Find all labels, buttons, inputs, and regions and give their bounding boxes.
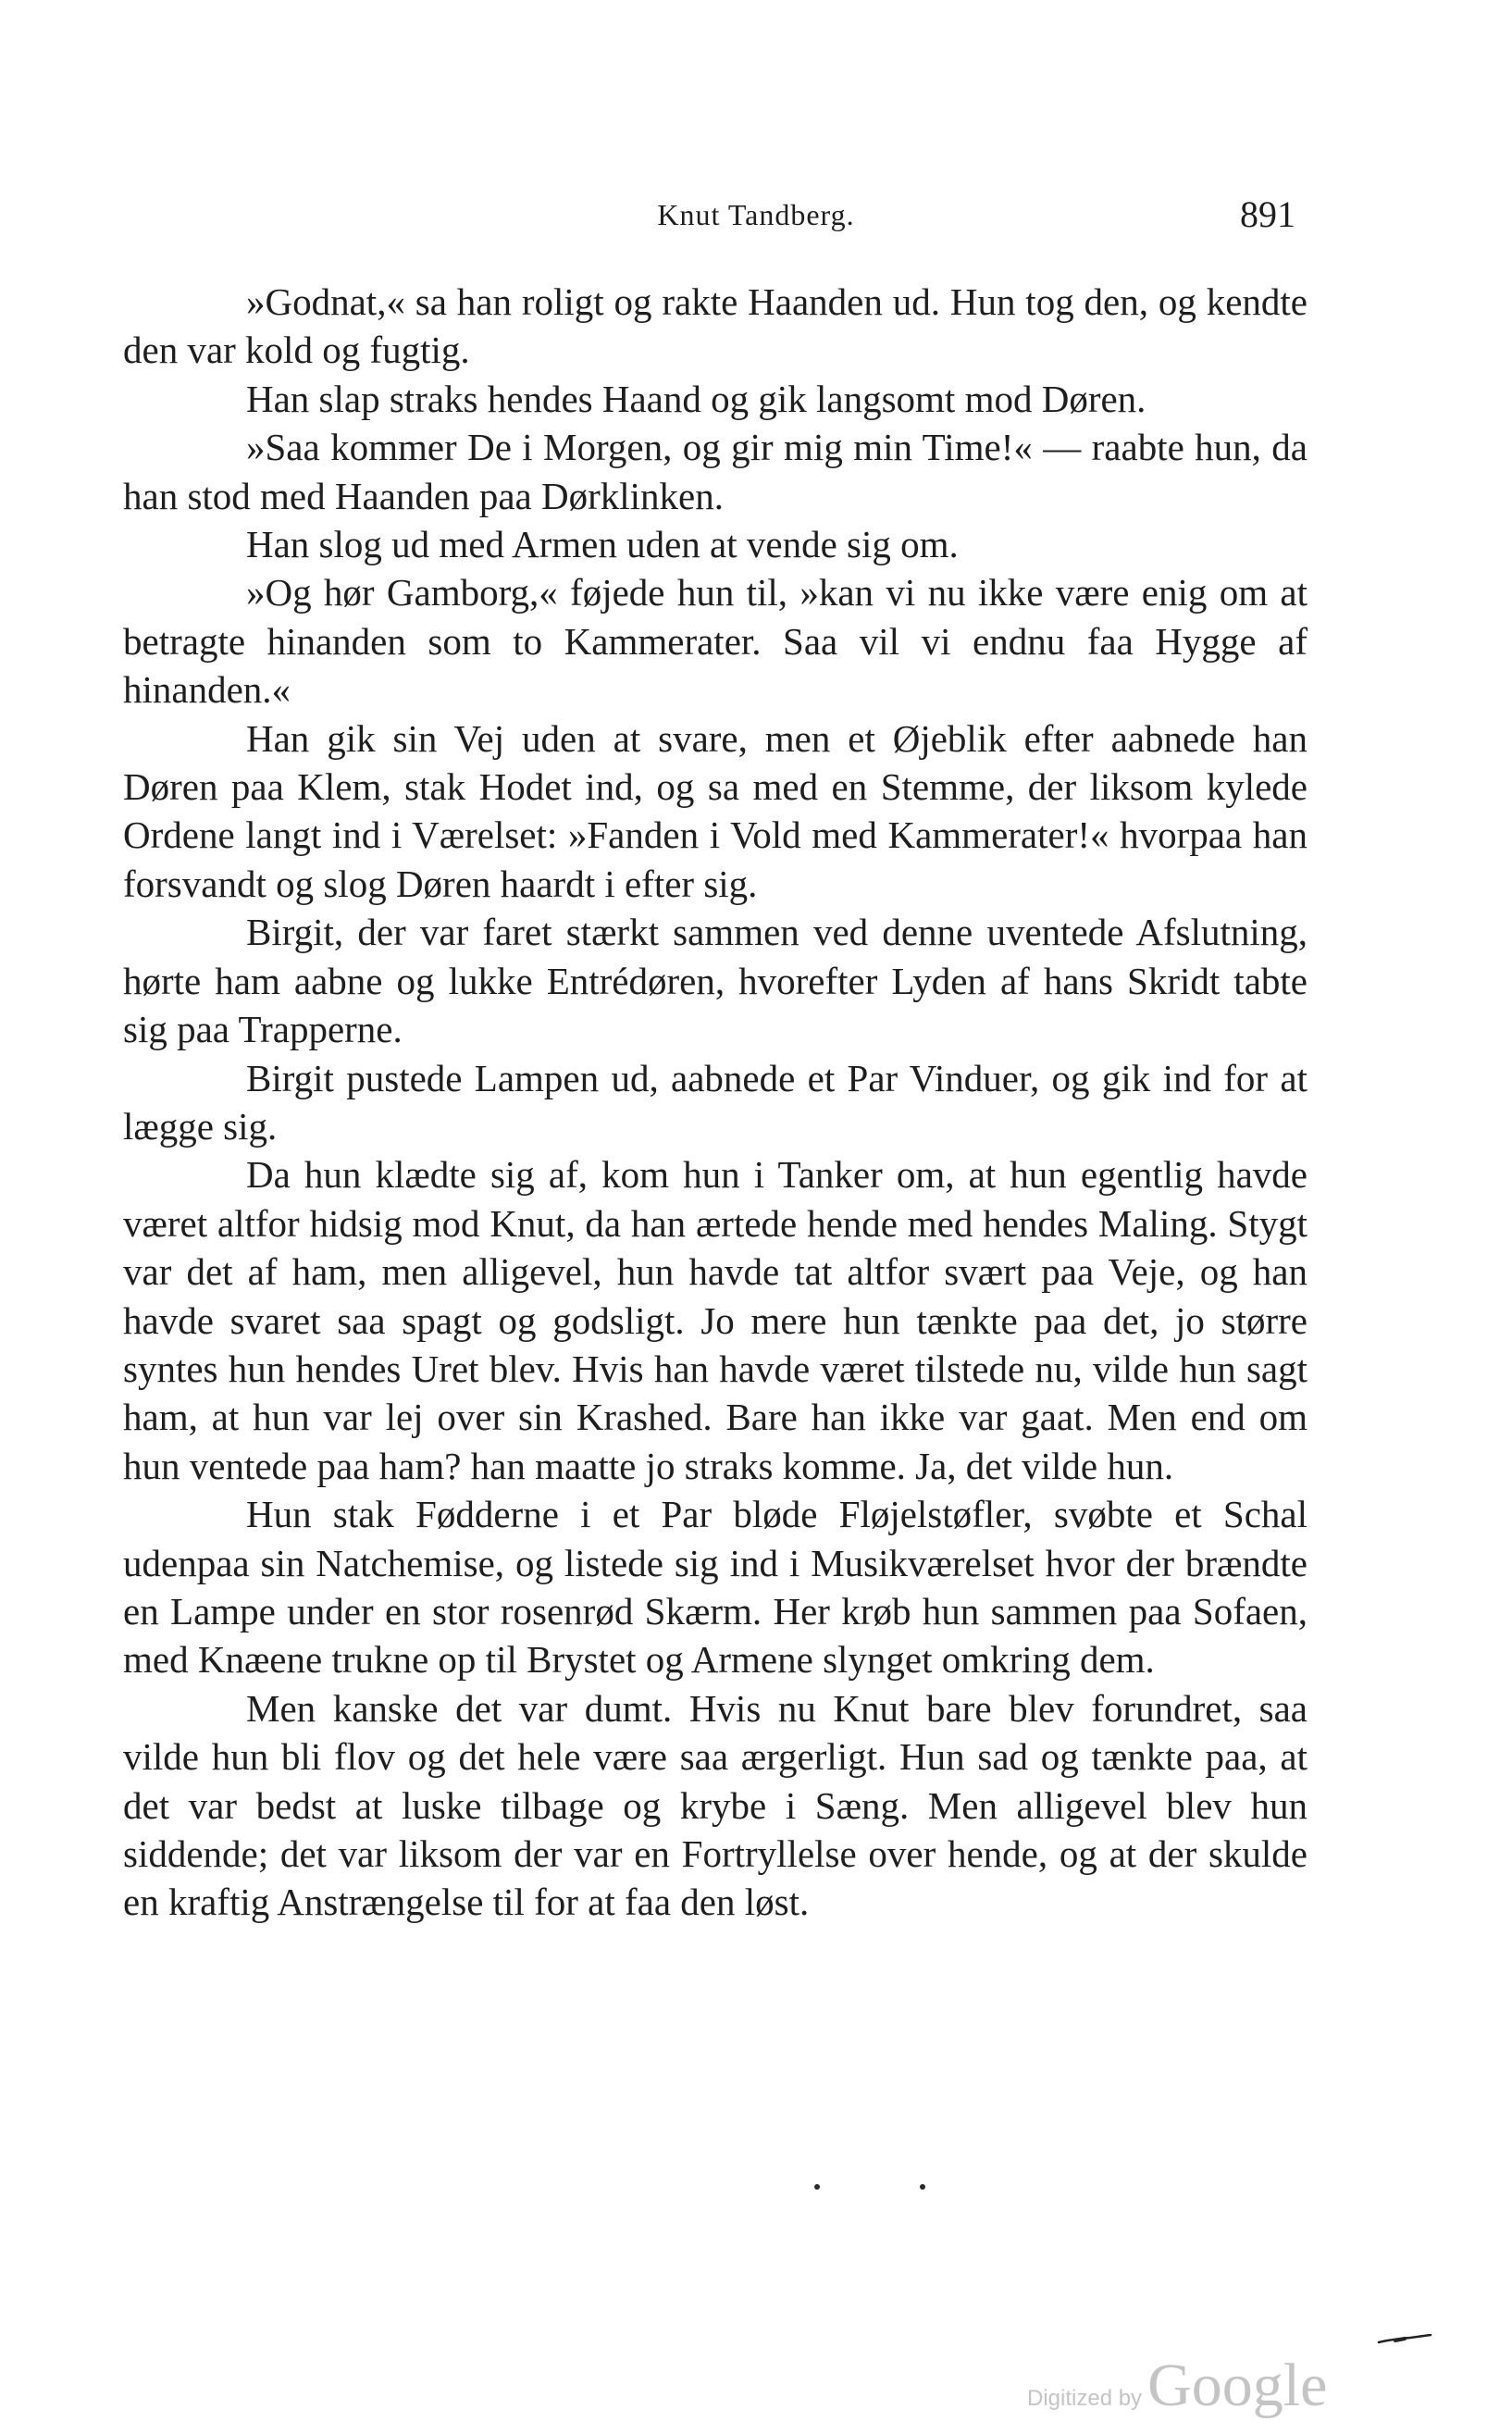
paragraph: Hun stak Fødderne i et Par bløde Fløjelstøfler, svøbte et Schal udenpaa sin Natchemise, og listede sig ind i Musikværelset hvor der brændte en Lampe under en stor rosenrød Skærm. Her krøb hun sammen paa Sofaen, med Knæene trukne op til Brystet og Armene slynget omkring dem. xyxy=(123,1493,1308,1682)
paragraph: Han slog ud med Armen uden at vende sig om. xyxy=(246,523,959,566)
paragraph: Han gik sin Vej uden at svare, men et Øjeblik efter aabnede han Døren paa Klem, stak Hodet ind, og sa med en Stemme, der liksom kylede Ordene langt ind i Værelset: »Fanden i Vold med Kammerater!« hvorpaa han forsvandt og slog Døren haardt i efter sig. xyxy=(123,716,1308,905)
divider-dot xyxy=(920,2184,925,2190)
paragraph: »Saa kommer De i Morgen, og gir mig min Time!« — raabte hun, da han stod med Haanden paa Dørklinken. xyxy=(123,426,1308,517)
paragraph: Birgit pustede Lampen ud, aabnede et Par Vinduer, og gik ind for at lægge sig. xyxy=(123,1056,1308,1148)
watermark-prefix: Digitized by xyxy=(1027,2386,1143,2411)
paragraph: Han slap straks hendes Haand og gik langsomt mod Døren. xyxy=(246,377,1146,420)
divider-dot xyxy=(814,2184,820,2190)
ink-smudge xyxy=(1377,2334,1432,2345)
watermark-brand: Google xyxy=(1147,2352,1328,2419)
section-divider xyxy=(814,2184,925,2191)
paragraph: Birgit, der var faret stærkt sammen ved denne uventede Afslutning, hørte ham aabne og lukke Entrédøren, hvorefter Lyden af hans Skridt tabte sig paa Trapperne. xyxy=(123,911,1308,1051)
paragraph: Da hun klædte sig af, kom hun i Tanker om, at hun egentlig havde været altfor hidsig mod Knut, da han ærtede hende med hendes Maling. Stygt var det af ham, men alligevel, hun havde tat altfor svært paa Veje, og han havde svaret saa spagt og godsligt. Jo mere hun tænkte paa det, jo større syntes hun hendes Uret blev. Hvis han havde været tilstede nu, vilde hun sagt ham, at hun var lej over sin Krashed. Bare han ikke var gaat. Men end om hun ventede paa ham? han maatte jo straks komme. Ja, det vilde hun. xyxy=(123,1153,1308,1487)
running-title: Knut Tandberg. xyxy=(657,198,855,231)
paragraph: »Godnat,« sa han roligt og rakte Haanden ud. Hun tog den, og kendte den var kold og fugtig. xyxy=(123,280,1308,372)
page-number: 891 xyxy=(1240,193,1295,235)
digitization-watermark xyxy=(1027,2351,1327,2421)
body-text xyxy=(123,278,1308,1927)
paragraph: Men kanske det var dumt. Hvis nu Knut bare blev forundret, saa vilde hun bli flov og det hele være saa ærgerligt. Hun sad og tænkte paa, at det var bedst at luske tilbage og krybe i Sæng. Men alligevel blev hun siddende; det var liksom der var en Fortryllelse over hende, og at der skulde en kraftig Anstrængelse til for at faa den løst. xyxy=(123,1686,1308,1924)
paragraph: »Og hør Gamborg,« føjede hun til, »kan vi nu ikke være enig om at betragte hinanden som to Kammerater. Saa vil vi endnu faa Hygge af hinanden.« xyxy=(123,571,1308,712)
